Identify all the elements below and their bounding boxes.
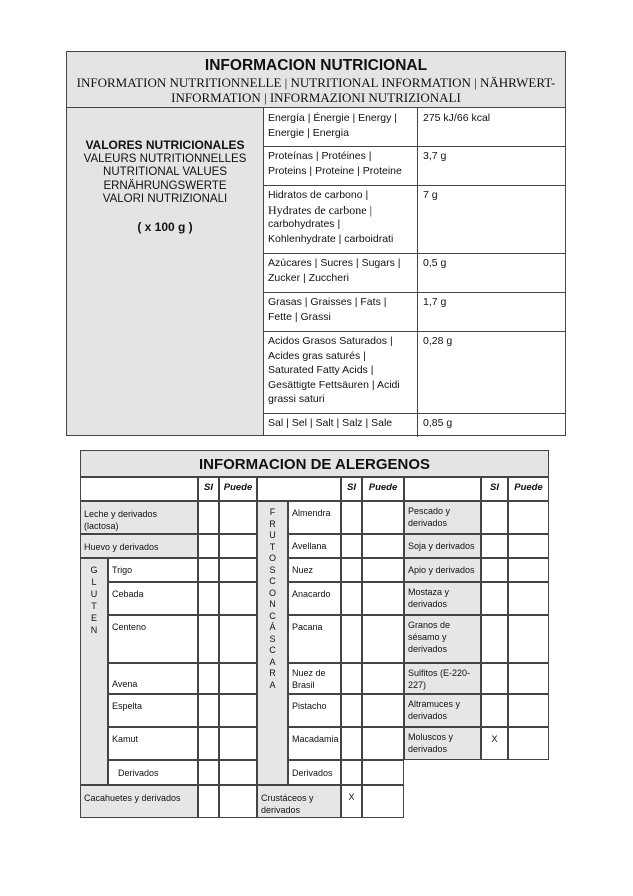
allergen-huevo: Huevo y derivados (80, 534, 198, 558)
puede-cell (362, 760, 404, 785)
frutos-letter: O (268, 587, 276, 598)
nut-item: Avellana (288, 534, 341, 558)
header-blank (257, 477, 341, 501)
puede-cell (362, 785, 404, 818)
nutrient-label-line: Hidratos de carbono | (268, 189, 369, 201)
allergen-item: Granos de sésamo y derivados (404, 615, 481, 663)
si-cell (341, 558, 362, 582)
puede-cell (508, 582, 549, 615)
allergen-item: Sulfitos (E-220-227) (404, 663, 481, 694)
si-cell (341, 615, 362, 663)
frutos-letter: A (269, 679, 276, 690)
nut-item: Almendra (288, 501, 341, 534)
col-puede-header: Puede (508, 477, 549, 501)
nutrient-label (264, 253, 418, 292)
gluten-letter: E (90, 613, 97, 623)
puede-cell (362, 727, 404, 760)
nutrient-value: 0,28 g (423, 335, 453, 347)
puede-cell (362, 558, 404, 582)
puede-cell (508, 663, 549, 694)
puede-cell (362, 694, 404, 727)
si-cell (341, 760, 362, 785)
allergen-item: Moluscos y derivados (404, 727, 481, 760)
nutrition-title: INFORMACION NUTRICIONAL (204, 57, 428, 74)
nutrient-label (264, 108, 418, 146)
si-cell (481, 663, 508, 694)
nutrient-label-line: Hydrates de carbone | (268, 202, 373, 217)
puede-cell (362, 663, 404, 694)
nutrition-row (264, 331, 565, 414)
frutos-letter: F (269, 507, 276, 517)
nutrition-row (264, 146, 565, 186)
nut-item: Anacardo (288, 582, 341, 615)
frutos-letter: C (269, 576, 276, 586)
si-cell (481, 582, 508, 615)
si-cell (341, 663, 362, 694)
header-blank (80, 477, 198, 501)
puede-cell (219, 582, 257, 615)
crustaceos-si-mark: X (341, 785, 362, 818)
nutrient-label-line: Saturated Fatty Acids | (268, 364, 374, 376)
gluten-letter: U (90, 589, 98, 599)
puede-cell (219, 558, 257, 582)
si-cell (481, 694, 508, 727)
allergen-item: Soja y derivados (404, 534, 481, 558)
puede-cell (362, 501, 404, 534)
col-si-header: SI (198, 477, 219, 501)
si-cell (198, 760, 219, 785)
puede-cell (362, 615, 404, 663)
si-cell (198, 558, 219, 582)
nutrient-value: 1,7 g (423, 296, 447, 308)
nutrition-row (264, 185, 565, 254)
nut-item: Pistacho (288, 694, 341, 727)
si-cell (198, 534, 219, 558)
nutrient-label-line: Fette | Grassi (268, 310, 331, 323)
puede-cell (219, 785, 257, 818)
frutos-letter: Á (269, 622, 276, 632)
col-puede-header: Puede (362, 477, 404, 501)
puede-cell (508, 534, 549, 558)
nutrient-value: 7 g (423, 189, 438, 201)
frutos-letter: O (268, 553, 276, 563)
nutrient-value: 3,7 g (423, 150, 447, 162)
puede-cell (219, 501, 257, 534)
allergen-item: Altramuces y derivados (404, 694, 481, 727)
si-cell (481, 615, 508, 663)
allergen-item: Apio y derivados (404, 558, 481, 582)
puede-cell (219, 663, 257, 694)
puede-cell (362, 534, 404, 558)
nutrient-label-line: Zucker | Zuccheri (268, 271, 349, 284)
nutrition-row (264, 413, 565, 437)
frutos-letter: C (269, 610, 276, 621)
nutrient-label-line: grassi saturi (268, 393, 325, 405)
allergen-table (80, 450, 549, 817)
nutrition-subtitle-line: INFORMATION | INFORMAZIONI NUTRIZIONALI (171, 90, 461, 105)
nutrient-value: 0,85 g (423, 417, 453, 429)
nutrient-label-line: Grasas | Graisses | Fats | (268, 296, 387, 308)
puede-cell (508, 694, 549, 727)
nut-derivados: Derivados (288, 760, 341, 785)
nutrient-value: 275 kJ/66 kcal (423, 112, 491, 124)
puede-cell (362, 582, 404, 615)
si-cell (198, 663, 219, 694)
si-cell (341, 534, 362, 558)
si-cell (198, 615, 219, 663)
nutrient-label-line: Kohlenhydrate | carboidrati (268, 232, 394, 245)
nutrient-label (264, 146, 418, 185)
nutrient-label-line: Acidos Grasos Saturados | (268, 335, 393, 347)
nutrient-label (264, 331, 418, 413)
nutrition-subtitle (67, 75, 565, 105)
nutrient-label-line: Energía | Énergie | Energy | (268, 112, 398, 124)
gluten-letter: G (90, 565, 98, 575)
allergen-title: INFORMACION DE ALERGENOS (80, 450, 549, 477)
nutrition-subtitle-line: INFORMATION NUTRITIONNELLE | NUTRITIONAL INFORMATION | NÄHRWERT- (76, 75, 556, 90)
gluten-letter: T (91, 601, 97, 611)
gluten-item: Cebada (108, 582, 198, 615)
allergen-cacahuetes: Cacahuetes y derivados (80, 785, 198, 818)
nut-item: Pacana (288, 615, 341, 663)
frutos-letter: U (269, 530, 276, 540)
si-cell (198, 694, 219, 727)
gluten-letter: N (90, 625, 98, 635)
nutrition-row (264, 108, 565, 147)
si-cell (481, 534, 508, 558)
puede-cell (219, 727, 257, 760)
frutos-letter: S (269, 564, 276, 575)
nutrition-table (66, 51, 566, 436)
nutrient-label (264, 185, 418, 253)
gluten-group-label (80, 558, 108, 785)
nutrition-values-title: VALORES NUTRICIONALES (85, 138, 245, 152)
si-cell (198, 727, 219, 760)
si-cell (198, 785, 219, 818)
si-cell (341, 501, 362, 534)
frutos-cascara-group-label (257, 501, 288, 785)
nutrition-values-line: VALORI NUTRIZIONALI (102, 193, 228, 205)
frutos-letter: C (269, 645, 276, 655)
si-cell (198, 501, 219, 534)
nutrition-values-line: VALEURS NUTRITIONNELLES (83, 152, 247, 165)
frutos-letter: S (269, 633, 276, 644)
col-si-header: SI (341, 477, 362, 501)
puede-cell (508, 558, 549, 582)
nutrient-label-line: Proteínas | Protéines | (268, 150, 372, 162)
nutrition-header (67, 52, 565, 108)
gluten-item: Espelta (108, 694, 198, 727)
puede-cell (219, 615, 257, 663)
header-blank (404, 477, 481, 501)
col-puede-header: Puede (219, 477, 257, 501)
nut-item: Nuez (288, 558, 341, 582)
frutos-letter: T (269, 541, 276, 552)
nutrient-value: 0,5 g (423, 257, 447, 269)
nutrition-values-heading (67, 108, 264, 435)
si-cell (341, 694, 362, 727)
nut-item: Nuez de Brasil (288, 663, 341, 694)
nutrition-row (264, 253, 565, 293)
si-cell (341, 582, 362, 615)
gluten-item: Kamut (108, 727, 198, 760)
nutrient-label-line: carbohydrates | (268, 218, 341, 230)
allergen-leche: Leche y derivados (lactosa) (80, 501, 198, 534)
nutrient-label-line: Acides gras saturés | (268, 349, 366, 362)
gluten-item: Trigo (108, 558, 198, 582)
puede-cell (508, 615, 549, 663)
frutos-letter: N (269, 599, 276, 609)
puede-cell (219, 534, 257, 558)
nutrition-row (264, 292, 565, 332)
nutrient-label-line: Gesättigte Fettsäuren | Acidi (268, 378, 400, 391)
frutos-letter: R (269, 668, 276, 678)
nutrient-label (264, 413, 418, 437)
si-cell (198, 582, 219, 615)
allergen-crustaceos: Crustáceos y derivados (257, 785, 341, 818)
gluten-letter: L (91, 577, 97, 587)
nutrient-label-line: Proteins | Proteine | Proteine (268, 164, 402, 177)
nutrient-label-line: Sal | Sel | Salt | Salz | Sale (268, 417, 393, 429)
puede-cell (508, 501, 549, 534)
gluten-derivados: Derivados (108, 760, 198, 785)
col-si-header: SI (481, 477, 508, 501)
nutrition-values-line: NUTRITIONAL VALUES (103, 166, 227, 178)
moluscos-si-mark: X (481, 727, 508, 760)
nutrient-label-line: Azúcares | Sucres | Sugars | (268, 257, 401, 269)
si-cell (481, 558, 508, 582)
puede-cell (219, 760, 257, 785)
nutrient-label (264, 292, 418, 331)
frutos-letter: R (269, 518, 276, 529)
gluten-item: Centeno (108, 615, 198, 663)
nut-item: Macadamia (288, 727, 341, 760)
nutrient-label-line: Energie | Energia (268, 126, 349, 139)
allergen-item: Mostaza y derivados (404, 582, 481, 615)
puede-cell (219, 694, 257, 727)
si-cell (481, 501, 508, 534)
per-100g: ( x 100 g ) (137, 219, 193, 234)
puede-cell (508, 727, 549, 760)
gluten-item: Avena (108, 663, 198, 694)
nutrition-values-line: ERNÄHRUNGSWERTE (103, 179, 227, 192)
allergen-item: Pescado y derivados (404, 501, 481, 534)
si-cell (341, 727, 362, 760)
frutos-letter: A (269, 656, 276, 667)
